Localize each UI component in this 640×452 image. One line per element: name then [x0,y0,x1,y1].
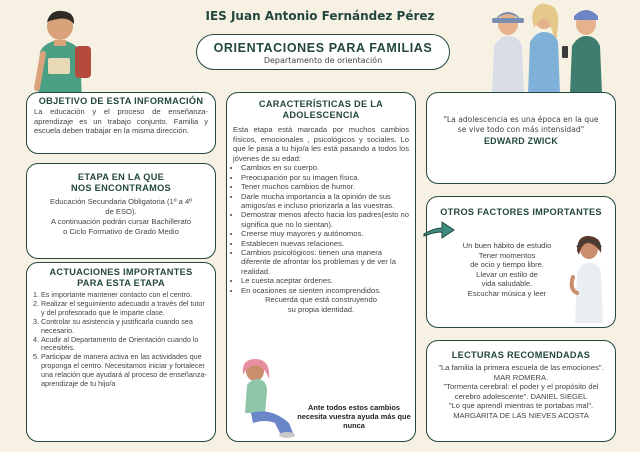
list-item: 4. Acudir al Departamento de Orientación cuando lo necesitéis. [41,336,209,354]
title-banner [196,34,450,70]
otros-line-6: Escuchar música y leer [467,288,547,298]
arrow-icon [422,218,456,240]
etapa-title-line1: ETAPA EN LA QUE [77,172,165,182]
caracteristicas-title-line2: ADOLESCENCIA [282,110,360,120]
list-item: • En ocasiones se sienten incomprendidos. [241,286,409,295]
etapa-text-2: A continuación podrán cursar Bachillerato o Ciclo Formativo de Grado Medio [50,217,192,236]
list-item: 1. Es importante mantener contacto con el centro. [41,291,209,300]
list-item: 5. Participar de manera activa en las actividades que proponga el centro. Necesitamos iniciar y fortalecer una relación que ayudará al proceso de enseñanza-aprendizaje de tu hijo/a [41,353,209,389]
objetivo-text: La educación y el proceso de enseñanza-aprendizaje es un trabajo conjunto. Familia y escuela deben trabajar en la misma dirección. [34,107,208,136]
etapa-card [26,163,216,259]
caracteristicas-intro: Esta etapa está marcada por muchos cambios físicos, emocionales , psicológicos y sociales. Lo que le pasa a tu hijo/a les está pasando a todos los jóvenes de su edad: [233,125,409,163]
objetivo-title: OBJETIVO DE ESTA INFORMACIÓN [38,96,204,106]
page-title: ORIENTACIONES PARA FAMILIAS [213,41,433,55]
caracteristicas-title-line1: CARACTERÍSTICAS DE LA [258,99,384,109]
lecturas-title: LECTURAS RECOMENDADAS [451,350,591,360]
lectura-item: "Lo que aprendí mientras te portabas mal". MARGARITA DE LAS NIEVES ACOSTA [448,401,594,420]
list-item: • Creerse muy mayores y autónomos. [241,229,409,238]
woman-headphones-illustration [565,233,613,323]
lecturas-card [426,340,616,442]
list-item: • Establecen nuevas relaciones. [241,239,409,248]
otros-line-5: vida saludable. [481,279,533,289]
quote-card [426,92,616,184]
list-item: • Demostrar menos afecto hacia los padres(esto no significa que no lo sientan). [241,210,409,229]
etapa-title [27,172,215,194]
lecturas-list [427,360,615,421]
list-item: • Cambios en su cuerpo. [241,163,409,172]
objetivo-card [26,92,216,154]
list-item: • Preocupación por su imagen física. [241,173,409,182]
list-item: • Cambios psicológicos: tienen una manera diferente de afrontar los problemas y de ver la realidad. [241,248,409,276]
otros-factores-card [426,196,616,328]
actuaciones-title [27,267,215,289]
actuaciones-title-line1: ACTUACIONES IMPORTANTES [49,267,193,277]
actuaciones-list [27,291,215,389]
otros-line-4: Llevar un estilo de [476,269,538,279]
lectura-item: "Tormenta cerebral: el poder y el propósito del cerebro adolescente". DANIEL SIEGEL [443,382,599,401]
caracteristicas-list [229,163,415,295]
quote-text: "La adolescencia es una época en la que se vive todo con más intensidad" [443,115,599,134]
otros-factores-lines [447,241,567,299]
caracteristicas-closing-2: su propia identidad. [287,304,355,314]
list-item: 2. Realizar el seguimiento adecuado a través del tutor y del profesorado que le imparte clase. [41,300,209,318]
list-item: 3. Controlar su asistencia y justificarla cuando sea necesario. [41,318,209,336]
list-item: • Le cuesta aceptar órdenes. [241,276,409,285]
etapa-text-1: Educación Secundaria Obligatoria (1º a 4º de ESO). [50,197,192,216]
student-illustration [20,8,102,100]
caracteristicas-note: Ante todos estos cambios necesita vuestra ayuda más que nunca [297,403,411,430]
otros-line-2: Tener momentos [478,250,536,260]
list-item: • Darle mucha importancia a la opinión de sus amigos/as e incluso priorizarla a las vuestras. [241,192,409,211]
actuaciones-card [26,262,216,442]
page-subtitle: Departamento de orientación [263,56,383,65]
etapa-title-line2: NOS ENCONTRAMOS [71,183,171,193]
actuaciones-title-line2: PARA ESTA ETAPA [77,278,165,288]
caracteristicas-title [227,99,415,121]
quote-author: EDWARD ZWICK [484,136,558,147]
otros-factores-title: OTROS FACTORES IMPORTANTES [440,207,602,217]
lectura-item: "La familia la primera escuela de las emociones". MAR ROMERA. [438,363,604,382]
otros-line-3: de ocio y tiempo libre. [470,260,544,270]
caracteristicas-card [226,92,416,442]
list-item: • Tener muchos cambios de humor. [241,182,409,191]
students-group-illustration [478,2,618,94]
school-name: IES Juan Antonio Fernández Pérez [205,9,435,23]
otros-line-1: Un buen hábito de estudio [462,241,552,250]
girl-sitting-illustration [231,357,301,439]
caracteristicas-closing-1: Recuerda que está construyendo [265,295,377,305]
